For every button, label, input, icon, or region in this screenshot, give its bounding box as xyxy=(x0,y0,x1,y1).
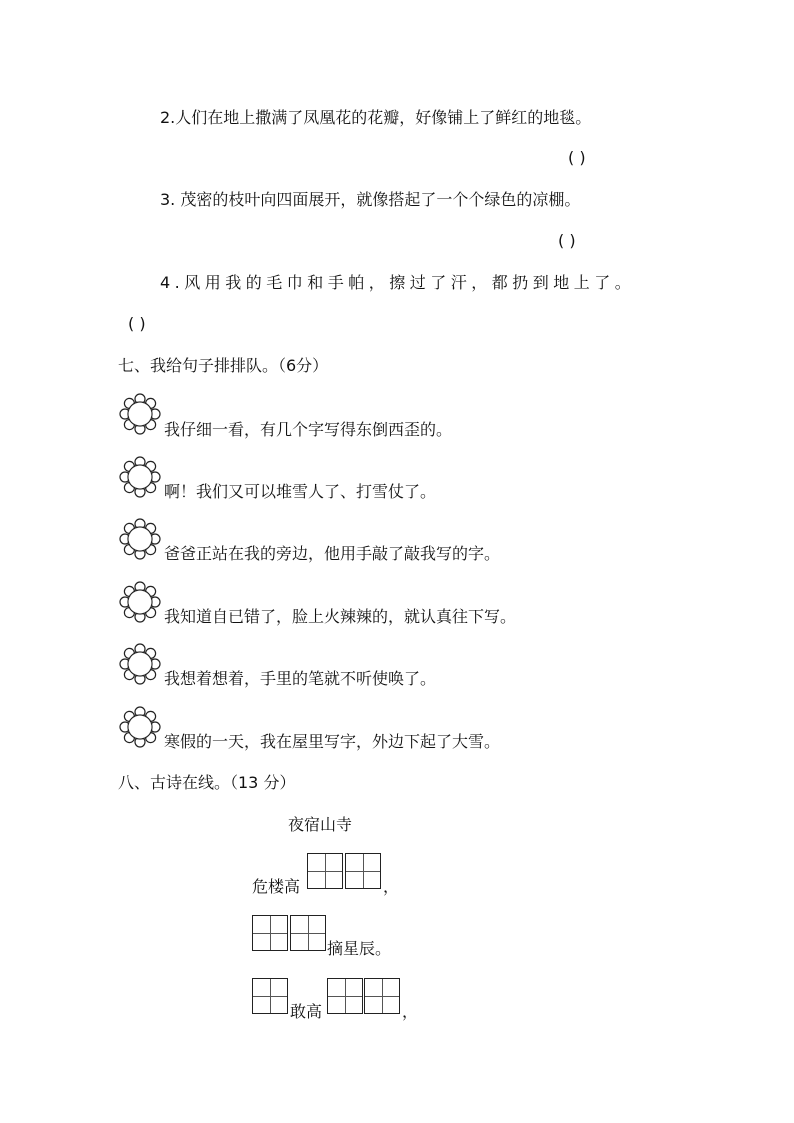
order-circle-1[interactable] xyxy=(119,393,161,435)
question-4-answer-blank[interactable]: ( ) xyxy=(128,314,146,333)
poem-line-3-punct: ， xyxy=(402,1002,419,1021)
poem-line-1-punct: ， xyxy=(383,877,400,896)
poem-blank-box[interactable] xyxy=(364,978,400,1014)
poem-line-2-suffix: 摘星辰。 xyxy=(327,939,392,958)
order-circle-4[interactable] xyxy=(119,581,161,623)
sentence-4: 我知道自已错了，脸上火辣辣的，就认真往下写。 xyxy=(164,607,517,626)
order-circle-5[interactable] xyxy=(119,643,161,685)
poem-line-3-middle: 敢高 xyxy=(290,1002,323,1021)
order-circle-6[interactable] xyxy=(119,706,161,748)
sentence-3: 爸爸正站在我的旁边，他用手敲了敲我写的字。 xyxy=(164,544,501,563)
question-2-text: 2.人们在地上撒满了凤凰花的花瓣，好像铺上了鲜红的地毯。 xyxy=(160,108,592,127)
question-3-answer-blank[interactable]: ( ) xyxy=(558,231,576,250)
order-circle-3[interactable] xyxy=(119,518,161,560)
poem-blank-box[interactable] xyxy=(252,978,288,1014)
poem-blank-box[interactable] xyxy=(345,853,381,889)
poem-blank-box[interactable] xyxy=(290,915,326,951)
poem-blank-box[interactable] xyxy=(252,915,288,951)
poem-blank-box[interactable] xyxy=(307,853,343,889)
sentence-1: 我仔细一看，有几个字写得东倒西歪的。 xyxy=(164,420,453,439)
poem-blank-box[interactable] xyxy=(327,978,363,1014)
sentence-6: 寒假的一天，我在屋里写字，外边下起了大雪。 xyxy=(164,732,501,751)
sentence-2: 啊！我们又可以堆雪人了、打雪仗了。 xyxy=(164,482,437,501)
section-7-title: 七、我给句子排排队。（6分） xyxy=(118,356,329,375)
poem-title: 夜宿山寺 xyxy=(288,815,353,834)
question-3-text: 3. 茂密的枝叶向四面展开，就像搭起了一个个绿色的凉棚。 xyxy=(160,190,581,209)
poem-line-1-prefix: 危楼高 xyxy=(252,877,301,896)
section-8-title: 八、古诗在线。（13 分） xyxy=(118,773,296,792)
question-4-text: 4.风用我的毛巾和手帕，擦过了汗，都扔到地上了。 xyxy=(160,273,636,292)
order-circle-2[interactable] xyxy=(119,456,161,498)
question-2-answer-blank[interactable]: ( ) xyxy=(568,148,586,167)
sentence-5: 我想着想着，手里的笔就不听使唤了。 xyxy=(164,669,437,688)
